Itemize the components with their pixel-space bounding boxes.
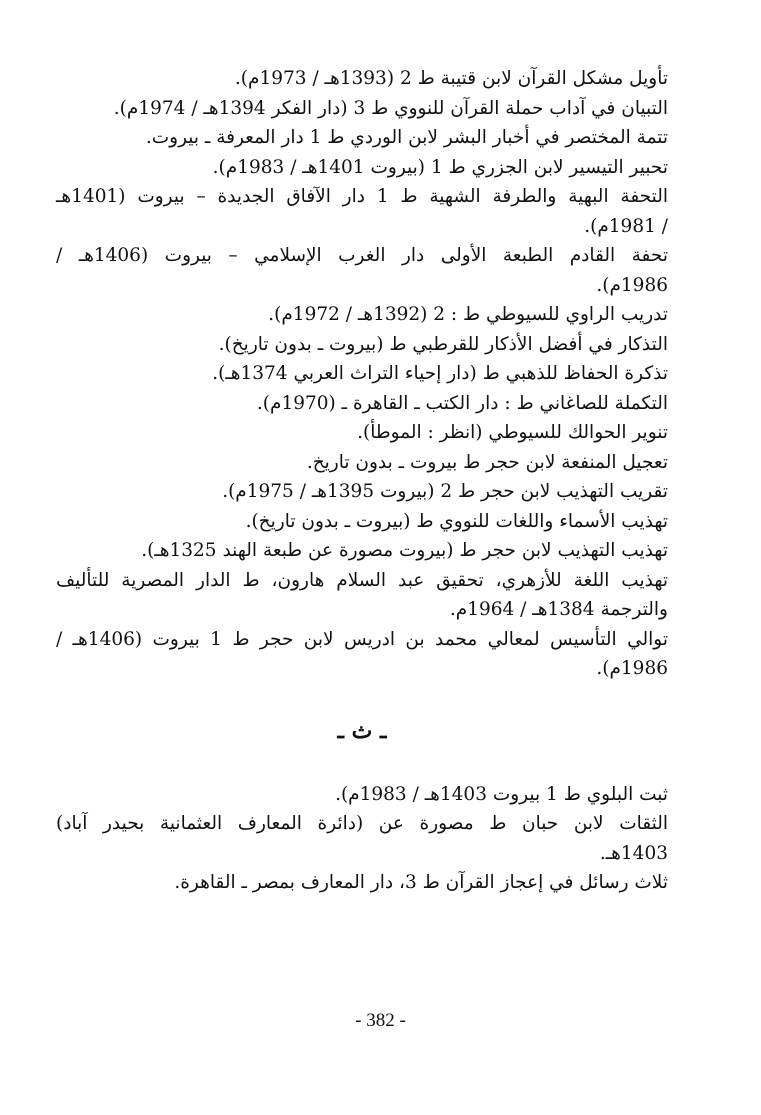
bibliography-entry: الثقات لابن حبان ط مصورة عن (دائرة المعارف العثمانية بحيدر آباد)	[56, 813, 668, 834]
bibliography-entry: التذكار في أفضل الأذكار للقرطبي ط (بيروت ـ بدون تاريخ).	[218, 333, 668, 355]
bibliography-entry: تذكرة الحفاظ للذهبي ط (دار إحياء التراث العربي 1374هـ).	[212, 363, 668, 384]
bibliography-entry: تعجيل المنفعة لابن حجر ط بيروت ـ بدون تاريخ.	[306, 451, 668, 473]
bibliography-list	[56, 64, 668, 898]
bibliography-entry: تهذيب الأسماء واللغات للنووي ط (بيروت ـ بدون تاريخ).	[245, 510, 668, 532]
bibliography-entry: تهذيب التهذيب لابن حجر ط (بيروت مصورة عن طبعة الهند 1325هـ).	[141, 540, 668, 561]
bibliography-entry-continuation: 1986م).	[596, 658, 668, 679]
bibliography-entry: التكملة للصاغاني ط : دار الكتب ـ القاهرة ـ (1970م).	[256, 392, 668, 414]
bibliography-entry-continuation: 1403هـ.	[599, 842, 668, 864]
bibliography-entry: تدريب الراوي للسيوطي ط : 2 (1392هـ / 1972م).	[268, 304, 668, 325]
bibliography-entry-continuation: / 1981م).	[584, 215, 668, 237]
page-number: - 382 -	[355, 1010, 406, 1031]
bibliography-entry: تنوير الحوالك للسيوطي (انظر : الموطأ).	[357, 422, 668, 443]
bibliography-entry: تحبير التيسير لابن الجزري ط 1 (بيروت 1401هـ / 1983م).	[212, 156, 668, 178]
bibliography-entry: تحفة القادم الطبعة الأولى دار الغرب الإسلامي – بيروت (1406هـ /	[56, 245, 668, 266]
bibliography-entry: تأويل مشكل القرآن لابن قتيبة ط 2 (1393هـ / 1973م).	[234, 68, 668, 89]
bibliography-entry: ثبت البلوي ط 1 بيروت 1403هـ / 1983م).	[335, 783, 668, 805]
bibliography-entry: ثلاث رسائل في إعجاز القرآن ط 3، دار المعارف بمصر ـ القاهرة.	[174, 872, 668, 893]
section-heading: ـ ث ـ	[337, 717, 387, 744]
bibliography-entry: التبيان في آداب حملة القرآن للنووي ط 3 (دار الفكر 1394هـ / 1974م).	[113, 97, 668, 119]
bibliography-entry-continuation: والترجمة 1384هـ / 1964م.	[449, 599, 668, 620]
bibliography-entry: تتمة المختصر في أخبار البشر لابن الوردي ط 1 دار المعرفة ـ بيروت.	[145, 127, 668, 148]
bibliography-entry: تقريب التهذيب لابن حجر ط 2 (بيروت 1395هـ / 1975م).	[222, 481, 668, 502]
bibliography-entry: تهذيب اللغة للأزهري، تحقيق عبد السلام هارون، ط الدار المصرية للتأليف	[56, 569, 668, 591]
bibliography-entry: التحفة البهية والطرفة الشهية ط 1 دار الآفاق الجديدة – بيروت (1401هـ	[56, 186, 668, 207]
bibliography-entry: توالي التأسيس لمعالي محمد بن ادريس لابن حجر ط 1 بيروت (1406هـ /	[56, 628, 668, 650]
bibliography-entry-continuation: 1986م).	[596, 274, 668, 296]
